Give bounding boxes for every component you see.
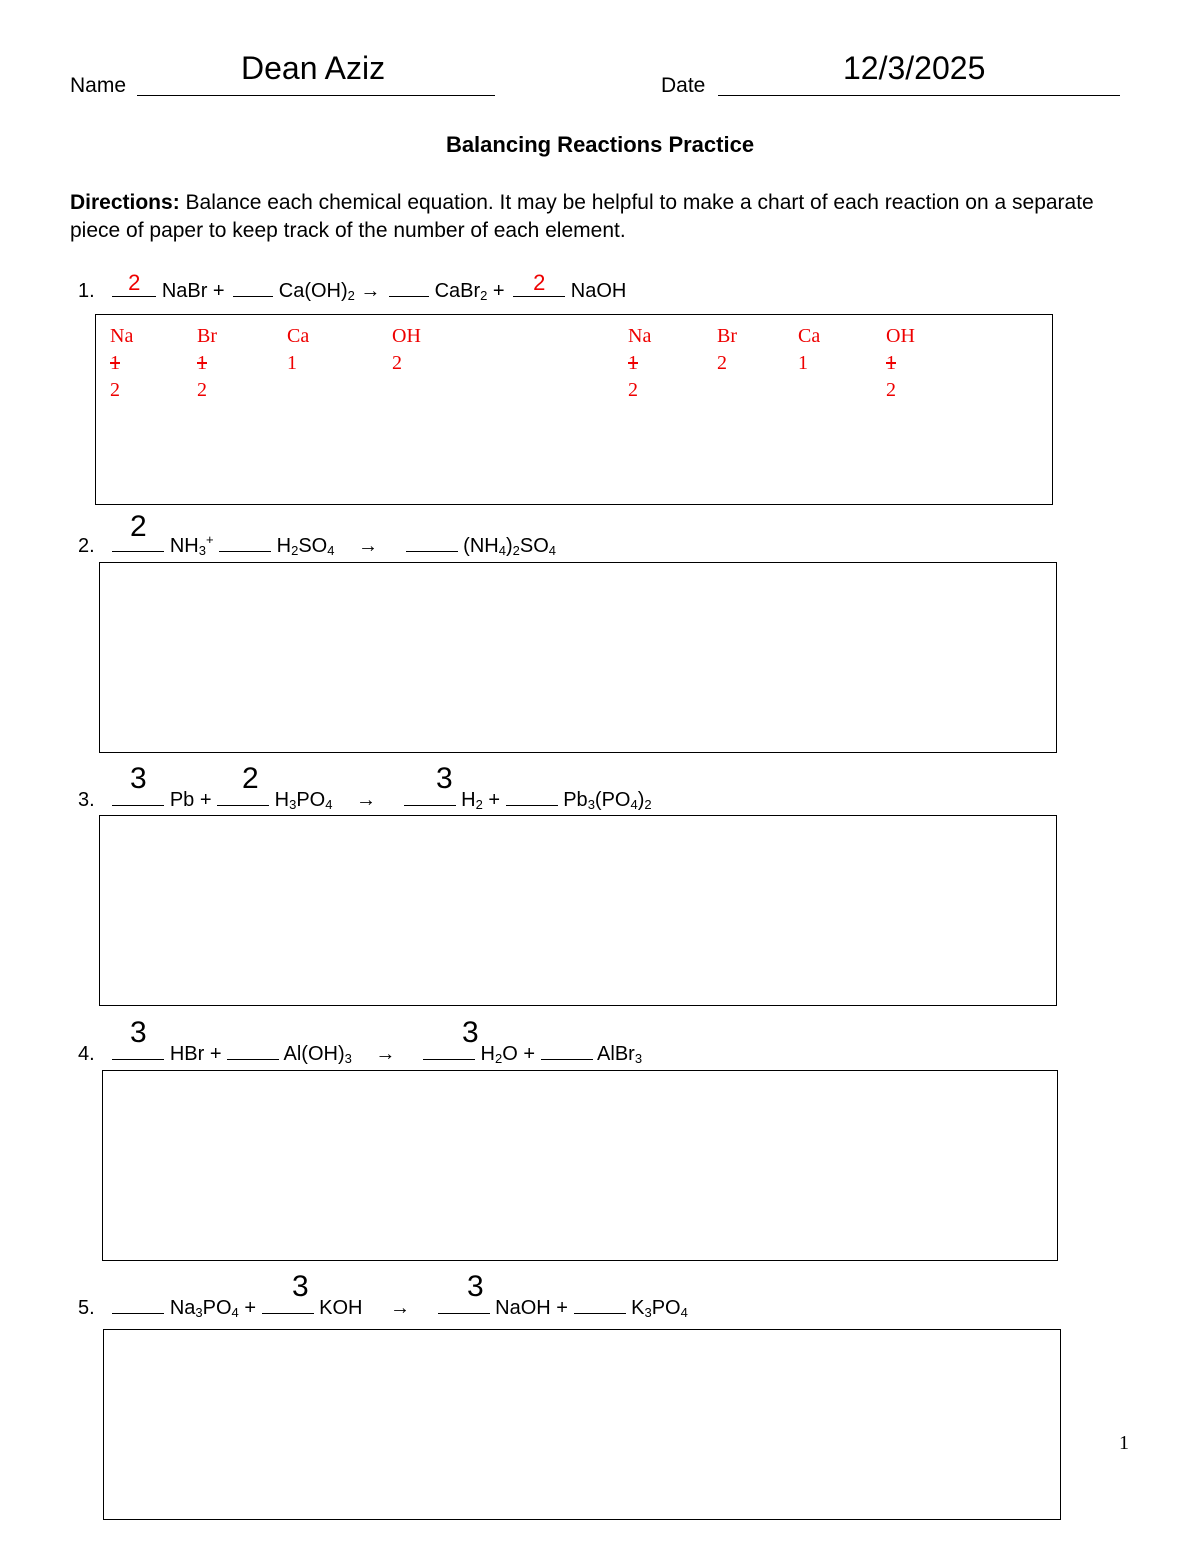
problem-3-reactant-2: H <box>274 789 290 811</box>
problem-4-reactant-1: HBr + <box>169 1043 222 1065</box>
problem-2-reactant-2-b: SO <box>298 535 328 557</box>
problem-3-product-2-sub-2: 4 <box>630 797 638 812</box>
problem-4-work-box[interactable] <box>102 1070 1058 1261</box>
problem-2-coef-1: 2 <box>130 510 147 543</box>
chart-right-header-oh: OH <box>886 325 915 347</box>
problem-5-reactant-1-sub-1: 3 <box>195 1305 203 1320</box>
problem-1-blank-4[interactable] <box>513 270 565 297</box>
problem-3-product-2: Pb <box>563 789 588 811</box>
chart-right-br-1: 2 <box>717 352 727 374</box>
problem-1-work-box[interactable] <box>95 314 1053 505</box>
problem-4-product-1: H <box>480 1043 495 1065</box>
problem-1-blank-1[interactable] <box>112 270 156 297</box>
problem-2-reactant-1: NH <box>169 535 199 557</box>
problem-2-reactant-2-sub-1: 2 <box>291 543 299 558</box>
problem-4-reactant-2-sub: 3 <box>344 1051 352 1066</box>
problem-5-coef-1: 3 <box>292 1270 309 1303</box>
problem-3-arrow: → <box>356 789 377 811</box>
problem-2-product-sub-2: 2 <box>512 543 520 558</box>
problem-5-equation <box>78 1293 688 1319</box>
chart-right-header-br: Br <box>717 325 737 347</box>
problem-2-product-sub-1: 4 <box>498 543 506 558</box>
problem-2-product-b: ) <box>505 535 513 557</box>
problem-5-reactant-1: Na <box>169 1297 196 1319</box>
problem-4-product-1-sub: 2 <box>495 1051 503 1066</box>
problem-1-equation <box>78 270 627 303</box>
problem-3-work-box[interactable] <box>99 815 1057 1006</box>
directions-text: Balance each chemical equation. It may be helpful to make a chart of each reaction on a separate piece of paper to keep track of the number of each element. <box>70 191 1094 242</box>
chart-left-header-oh: OH <box>392 325 421 347</box>
problem-1-answer-1: 2 <box>128 270 141 295</box>
problem-3-product-1: H <box>461 789 476 811</box>
problem-1-reactant-2-sub: 2 <box>347 288 355 303</box>
problem-3-product-2-sub-3: 2 <box>644 797 652 812</box>
problem-3-coef-3: 3 <box>436 762 453 795</box>
problem-1-reactant-2: Ca(OH) <box>278 280 348 302</box>
problem-5-product-2-sub-1: 3 <box>644 1305 652 1320</box>
problem-2-arrow: → <box>358 535 379 557</box>
problem-2-number: 2. <box>78 535 95 557</box>
problem-5-product-2: K <box>631 1297 645 1319</box>
problem-3-coef-2: 2 <box>242 762 259 795</box>
problem-4-arrow: → <box>375 1043 396 1065</box>
problem-4-coef-1: 3 <box>130 1016 147 1049</box>
chart-right-na-1: 1 <box>628 352 638 374</box>
problem-3-reactant-2-sub-1: 3 <box>289 797 297 812</box>
problem-5-number: 5. <box>78 1297 95 1319</box>
problem-5-plus-1: + <box>238 1297 257 1319</box>
problem-1-reactant-1: NaBr + <box>161 280 225 302</box>
problem-5-coef-2: 3 <box>467 1270 484 1303</box>
problem-1-product-1: CaBr <box>434 280 481 302</box>
problem-3-equation <box>78 785 652 811</box>
chart-left-na-1: 1 <box>110 352 120 374</box>
problem-3-product-2-sub-1: 3 <box>587 797 595 812</box>
problem-2-reactant-1-sup: + <box>205 532 214 547</box>
directions-label: Directions: <box>70 191 180 214</box>
directions <box>70 189 1130 245</box>
problem-4-coef-2: 3 <box>462 1016 479 1049</box>
problem-4-blank-4[interactable] <box>541 1039 593 1060</box>
date-label: Date <box>661 74 706 97</box>
problem-5-blank-4[interactable] <box>574 1293 626 1314</box>
problem-4-number: 4. <box>78 1043 95 1065</box>
problem-3-reactant-2-b: PO <box>296 789 326 811</box>
problem-3-product-2-b: (PO <box>594 789 631 811</box>
problem-3-blank-4[interactable] <box>506 785 558 806</box>
chart-right-oh-1: 1 <box>886 352 896 374</box>
problem-4-blank-1[interactable] <box>112 1039 164 1060</box>
problem-5-reactant-1-b: PO <box>202 1297 232 1319</box>
problem-4-product-1-b: O + <box>502 1043 536 1065</box>
page-title: Balancing Reactions Practice <box>445 132 755 157</box>
name-value[interactable]: Dean Aziz <box>241 50 386 86</box>
problem-3-reactant-2-sub-2: 4 <box>325 797 333 812</box>
problem-2-blank-3[interactable] <box>406 531 458 552</box>
problem-3-coef-1: 3 <box>130 762 147 795</box>
problem-1-number: 1. <box>78 280 95 302</box>
problem-1-blank-3[interactable] <box>389 276 429 297</box>
problem-5-product-2-b: PO <box>651 1297 681 1319</box>
problem-2-reactant-2: H <box>276 535 292 557</box>
name-line <box>137 95 495 96</box>
problem-2-work-box[interactable] <box>99 562 1057 753</box>
problem-1-product-1-sub: 2 <box>480 288 488 303</box>
chart-left-header-ca: Ca <box>287 325 310 347</box>
chart-right-header-na: Na <box>628 325 652 347</box>
problem-1-arrow: → <box>354 280 381 302</box>
chart-left-br-1: 1 <box>197 352 207 374</box>
problem-4-reactant-2: Al(OH) <box>283 1043 345 1065</box>
problem-2-product-c: SO <box>519 535 549 557</box>
problem-5-product-2-sub-2: 4 <box>680 1305 688 1320</box>
problem-2-blank-1[interactable] <box>112 531 164 552</box>
problem-2-blank-2[interactable] <box>219 531 271 552</box>
problem-5-blank-1[interactable] <box>112 1293 164 1314</box>
problem-5-product-1: NaOH + <box>495 1297 568 1319</box>
problem-3-blank-1[interactable] <box>112 785 164 806</box>
problem-4-blank-2[interactable] <box>227 1039 279 1060</box>
chart-left-br-2: 2 <box>197 379 207 401</box>
page-number: 1 <box>1119 1432 1129 1454</box>
chart-left-ca-1: 1 <box>287 352 297 374</box>
chart-left-na-2: 2 <box>110 379 120 401</box>
problem-1-blank-2[interactable] <box>233 276 273 297</box>
problem-5-blank-2[interactable] <box>262 1293 314 1314</box>
problem-4-blank-3[interactable] <box>423 1039 475 1060</box>
problem-2-reactant-2-sub-2: 4 <box>327 543 335 558</box>
problem-5-blank-3[interactable] <box>438 1293 490 1314</box>
problem-1-product-2: NaOH <box>570 280 627 302</box>
date-value[interactable]: 12/3/2025 <box>843 50 986 86</box>
chart-right-na-2: 2 <box>628 379 638 401</box>
problem-2-equation <box>78 531 556 557</box>
chart-left-header-br: Br <box>197 325 217 347</box>
problem-1-plus: + <box>487 280 505 302</box>
problem-2-product: (NH <box>463 535 499 557</box>
problem-5-reactant-1-sub-2: 4 <box>231 1305 239 1320</box>
chart-left-header-na: Na <box>110 325 134 347</box>
chart-right-ca-1: 1 <box>798 352 808 374</box>
chart-right-oh-2: 2 <box>886 379 896 401</box>
problem-3-reactant-1: Pb + <box>169 789 212 811</box>
date-line <box>718 95 1120 96</box>
problem-3-blank-3[interactable] <box>404 785 456 806</box>
problem-2-reactant-1-sub: 3 <box>198 543 206 558</box>
name-label: Name <box>70 74 127 97</box>
problem-3-number: 3. <box>78 789 95 811</box>
problem-4-product-2: AlBr <box>597 1043 635 1065</box>
chart-right-header-ca: Ca <box>798 325 821 347</box>
problem-4-equation <box>78 1039 642 1065</box>
problem-5-reactant-2: KOH <box>319 1297 363 1319</box>
problem-3-plus: + <box>482 789 501 811</box>
problem-3-product-2-c: ) <box>637 789 645 811</box>
problem-1-answer-4: 2 <box>533 270 546 295</box>
problem-5-work-box[interactable] <box>103 1329 1061 1520</box>
problem-5-arrow: → <box>390 1297 411 1319</box>
problem-3-product-1-sub: 2 <box>475 797 483 812</box>
problem-4-product-2-sub: 3 <box>634 1051 643 1066</box>
chart-left-oh-1: 2 <box>392 352 402 374</box>
problem-2-product-sub-3: 4 <box>548 543 556 558</box>
problem-3-blank-2[interactable] <box>217 785 269 806</box>
